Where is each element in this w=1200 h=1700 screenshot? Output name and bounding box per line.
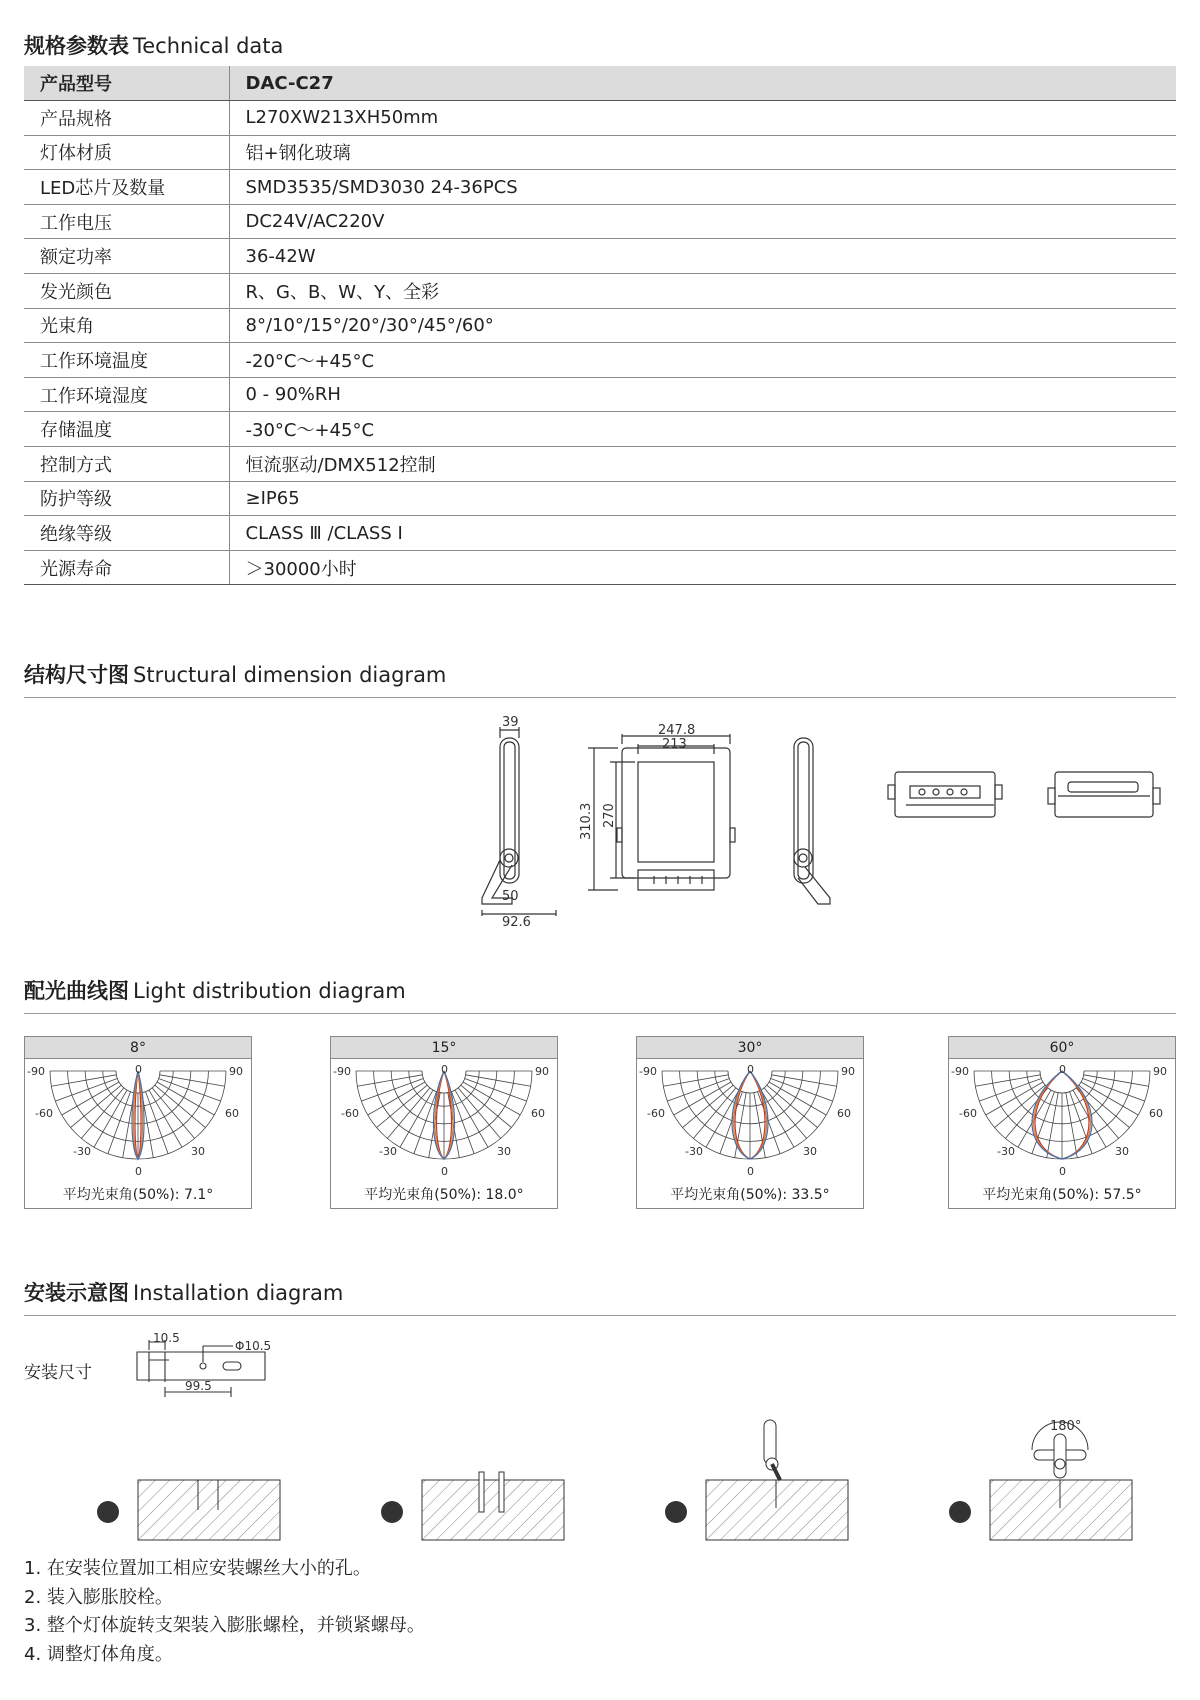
spec-row [24, 170, 1176, 205]
polar-tick-label: 60 [531, 1107, 545, 1120]
section-title-install: 安装示意图 Installation diagram [24, 1281, 344, 1305]
spec-value: -20°C～+45°C [229, 343, 1176, 378]
polar-tick-label: 0 [135, 1165, 142, 1178]
polar-tick-label: -90 [27, 1065, 45, 1078]
polar-tick-label: 30 [1115, 1145, 1129, 1158]
mount-hole: Φ10.5 [235, 1339, 272, 1353]
spec-value: CLASS Ⅲ /CLASS Ⅰ [229, 516, 1176, 551]
polar-tick-label: 30 [497, 1145, 511, 1158]
step-number: 2 [387, 1506, 397, 1521]
spec-label: 绝缘等级 [24, 516, 229, 551]
note-line: 1. 在安装位置加工相应安装螺丝大小的孔。 [24, 1558, 371, 1579]
spec-value: -30°C～+45°C [229, 412, 1176, 447]
spec-label: 产品规格 [24, 101, 229, 136]
spec-row [24, 377, 1176, 412]
beam-caption: 平均光束角(50%): 33.5° [670, 1187, 830, 1203]
polar-tick-label: 60 [1149, 1107, 1163, 1120]
light-distribution-panel [330, 1036, 558, 1209]
beam-caption: 平均光束角(50%): 18.0° [364, 1187, 524, 1203]
spec-row [24, 101, 1176, 136]
polar-tick-label: 0 [747, 1063, 754, 1076]
polar-tick-label: -30 [379, 1145, 397, 1158]
polar-tick-label: -90 [333, 1065, 351, 1078]
installation-step [940, 1420, 1160, 1580]
polar-tick-label: 90 [535, 1065, 549, 1078]
section-divider [24, 1315, 1176, 1316]
rear-side-view [794, 738, 830, 904]
spec-label: 光源寿命 [24, 550, 229, 585]
spec-label: 发光颜色 [24, 274, 229, 309]
dim-front-inner-height: 270 [602, 803, 617, 828]
installation-step [656, 1420, 876, 1580]
spec-row [24, 135, 1176, 170]
spec-row [24, 550, 1176, 585]
installation-notes [24, 1555, 425, 1669]
polar-tick-label: 0 [1059, 1165, 1066, 1178]
step-number: 1 [103, 1506, 113, 1521]
dim-front-inner-width: 213 [662, 737, 687, 752]
spec-value: DAC-C27 [229, 66, 1176, 101]
mounting-bracket-drawing [135, 1332, 285, 1402]
light-distribution-panel [948, 1036, 1176, 1209]
spec-row [24, 274, 1176, 309]
spec-label: 工作环境温度 [24, 343, 229, 378]
dimension-drawing [470, 710, 1180, 930]
spec-row [24, 343, 1176, 378]
note-line: 4. 调整灯体角度。 [24, 1643, 173, 1665]
mounting-label: 安装尺寸 [24, 1363, 92, 1383]
section-divider [24, 1013, 1176, 1014]
spec-row [24, 481, 1176, 516]
section-title-technical: 规格参数表 Technical data [24, 34, 284, 58]
spec-table [24, 66, 1176, 585]
dim-side-foot: 50 [502, 889, 519, 904]
spec-header-row [24, 66, 1176, 101]
polar-tick-label: -30 [73, 1145, 91, 1158]
dim-side-top: 39 [502, 715, 519, 730]
mount-offset: 10.5 [153, 1331, 180, 1345]
spec-label: 工作环境湿度 [24, 377, 229, 412]
spec-value: 铝+钢化玻璃 [229, 135, 1176, 170]
spec-label: 光束角 [24, 308, 229, 343]
spec-row [24, 204, 1176, 239]
note-line: 2. 装入膨胀胶栓。 [24, 1586, 173, 1608]
top-view [888, 772, 1002, 817]
polar-tick-label: -60 [647, 1107, 665, 1120]
spec-value: 0 - 90%RH [229, 377, 1176, 412]
spec-row [24, 412, 1176, 447]
dim-front-outer-width: 247.8 [658, 723, 696, 738]
spec-label: 额定功率 [24, 239, 229, 274]
polar-tick-label: -90 [639, 1065, 657, 1078]
bottom-view [1048, 772, 1160, 817]
beam-angle-label: 15° [331, 1037, 557, 1059]
rotation-label: 180° [1050, 1419, 1082, 1434]
beam-angle-label: 60° [949, 1037, 1175, 1059]
polar-tick-label: 0 [441, 1165, 448, 1178]
section-divider [24, 697, 1176, 698]
side-view [482, 727, 556, 916]
spec-label: 工作电压 [24, 204, 229, 239]
light-distribution-panel [636, 1036, 864, 1209]
beam-angle-label: 30° [637, 1037, 863, 1059]
spec-value: SMD3535/SMD3030 24-36PCS [229, 170, 1176, 205]
step-number: 3 [671, 1506, 681, 1521]
mount-spacing: 99.5 [185, 1379, 212, 1393]
spec-row [24, 308, 1176, 343]
polar-chart [949, 1059, 1175, 1179]
spec-value: 恒流驱动/DMX512控制 [229, 447, 1176, 482]
spec-value: ＞30000小时 [229, 550, 1176, 585]
polar-tick-label: -60 [35, 1107, 53, 1120]
beam-angle-label: 8° [25, 1037, 251, 1059]
polar-chart [25, 1059, 251, 1179]
note-line: 3. 整个灯体旋转支架装入膨胀螺栓，并锁紧螺母。 [24, 1615, 425, 1636]
section-title-structure: 结构尺寸图 Structural dimension diagram [24, 663, 447, 687]
step-number: 4 [955, 1506, 965, 1521]
beam-caption: 平均光束角(50%): 57.5° [982, 1187, 1142, 1203]
polar-tick-label: 0 [441, 1063, 448, 1076]
spec-row [24, 516, 1176, 551]
polar-tick-label: 30 [803, 1145, 817, 1158]
polar-tick-label: 0 [747, 1165, 754, 1178]
spec-value: ≥IP65 [229, 481, 1176, 516]
spec-label: 产品型号 [24, 66, 229, 101]
spec-label: 防护等级 [24, 481, 229, 516]
polar-tick-label: 60 [837, 1107, 851, 1120]
spec-value: R、G、B、W、Y、全彩 [229, 274, 1176, 309]
polar-tick-label: 30 [191, 1145, 205, 1158]
spec-value: L270XW213XH50mm [229, 101, 1176, 136]
section-title-light: 配光曲线图 Light distribution diagram [24, 979, 406, 1003]
spec-label: 灯体材质 [24, 135, 229, 170]
spec-row [24, 239, 1176, 274]
polar-tick-label: 90 [229, 1065, 243, 1078]
spec-label: 控制方式 [24, 447, 229, 482]
polar-chart [637, 1059, 863, 1179]
spec-label: LED芯片及数量 [24, 170, 229, 205]
polar-tick-label: 60 [225, 1107, 239, 1120]
polar-tick-label: 90 [841, 1065, 855, 1078]
polar-tick-label: 90 [1153, 1065, 1167, 1078]
polar-tick-label: -60 [959, 1107, 977, 1120]
polar-tick-label: 0 [135, 1063, 142, 1076]
polar-tick-label: -30 [685, 1145, 703, 1158]
polar-tick-label: -90 [951, 1065, 969, 1078]
polar-tick-label: -60 [341, 1107, 359, 1120]
spec-value: 36-42W [229, 239, 1176, 274]
beam-caption: 平均光束角(50%): 7.1° [62, 1187, 214, 1203]
polar-tick-label: 0 [1059, 1063, 1066, 1076]
polar-tick-label: -30 [997, 1145, 1015, 1158]
dim-front-outer-height: 310.3 [579, 802, 594, 840]
spec-value: DC24V/AC220V [229, 204, 1176, 239]
spec-row [24, 447, 1176, 482]
light-distribution-panel [24, 1036, 252, 1209]
spec-value: 8°/10°/15°/20°/30°/45°/60° [229, 308, 1176, 343]
spec-label: 存储温度 [24, 412, 229, 447]
polar-chart [331, 1059, 557, 1179]
dim-side-base: 92.6 [502, 915, 531, 930]
